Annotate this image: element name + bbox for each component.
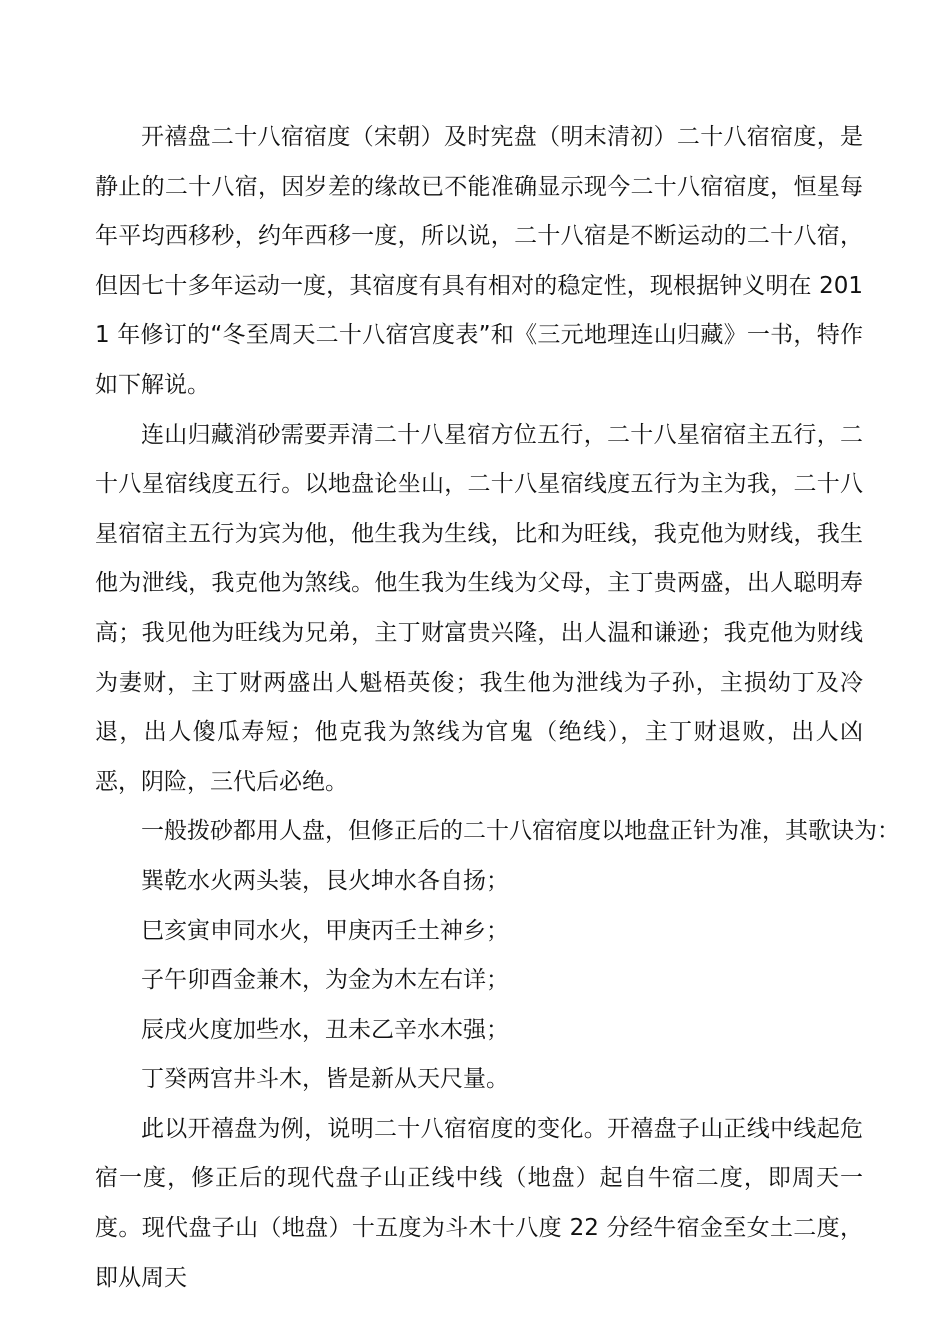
document-body <box>95 113 900 1303</box>
verse-line: 巽乾水火两头装，艮火坤水各自扬； <box>141 867 509 894</box>
paragraph-rhyme-intro: 一般拨砂都用人盘，但修正后的二十八宿宿度以地盘正针为准，其歌诀为： <box>141 818 900 845</box>
verse-line: 巳亥寅申同水火，甲庚丙壬土神乡； <box>141 917 509 944</box>
paragraph-lianshan-guicang: 连山归藏消砂需要弄清二十八星宿方位五行，二十八星宿宿主五行，二十八星宿线度五行。以地盘论坐山，二十八星宿线度五行为主为我，二十八星宿宿主五行为宾为他，他生我为生线，比和为旺线，我克他为财线，我生他为泄线，我克他为煞线。他生我为生线为父母，主丁贵两盛，出人聪明寿高；我见他为旺线为兄弟，主丁财富贵兴隆，出人温和谦逊；我克他为财线为妻财，主丁财两盛出人魁梧英俊；我生他为泄线为子孙，主损幼丁及冷退，出人傻瓜寿短；他克我为煞线为官鬼（绝线），主丁财退败，出人凶恶，阴险，三代后必绝。 <box>95 421 863 795</box>
verse-line: 丁癸两宫井斗木，皆是新从天尺量。 <box>141 1066 509 1093</box>
paragraph-kaixi-example: 此以开禧盘为例，说明二十八宿宿度的变化。开禧盘子山正线中线起危宿一度，修正后的现代盘子山正线中线（地盘）起自牛宿二度，即周天一度。现代盘子山（地盘）十五度为斗木十八度 22 分经牛宿金至女土二度，即从周天 <box>95 1115 863 1291</box>
verse-line: 子午卯酉金兼木，为金为木左右详； <box>141 967 509 994</box>
paragraph-star-degrees-intro: 开禧盘二十八宿宿度（宋朝）及时宪盘（明末清初）二十八宿宿度，是静止的二十八宿，因岁差的缘故已不能准确显示现今二十八宿宿度，恒星每年平均西移秒，约年西移一度，所以说，二十八宿是不断运动的二十八宿，但因七十多年运动一度，其宿度有具有相对的稳定性，现根据钟义明在 2011 年修订的“冬至周天二十八宿宫度表”和《三元地理连山归藏》一书，特作如下解说。 <box>95 124 863 398</box>
verse-line: 辰戌火度加些水，丑未乙辛水木强； <box>141 1016 509 1043</box>
